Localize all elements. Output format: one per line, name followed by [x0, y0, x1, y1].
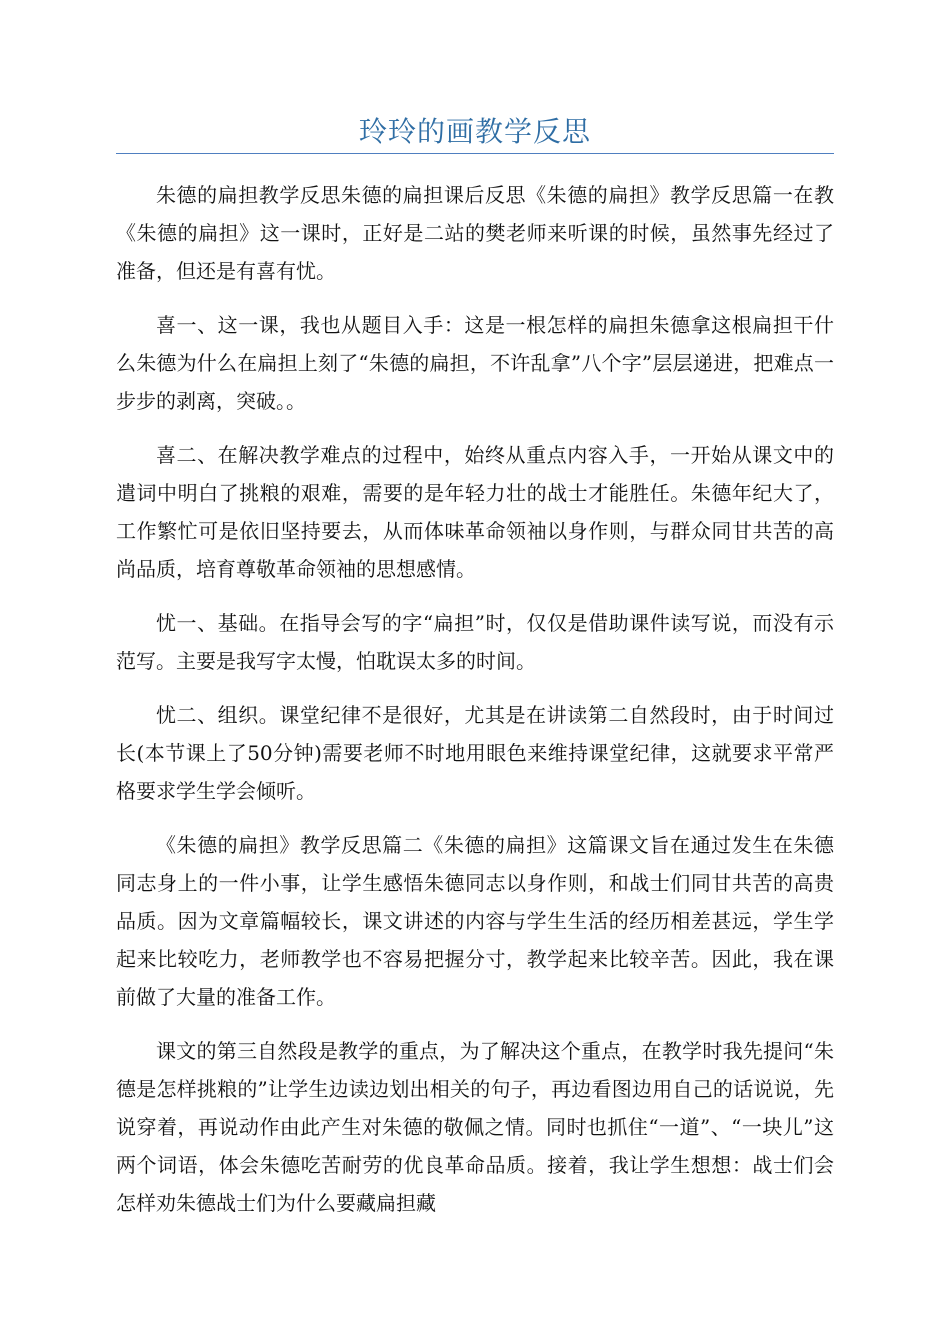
document-body: [116, 176, 834, 1238]
paragraph: 忧一、基础。在指导会写的字“扁担”时，仅仅是借助课件读写说，而没有示范写。主要是我写字太慢，怕耽误太多的时间。: [116, 611, 834, 673]
document-title: 玲玲的画教学反思: [358, 115, 591, 148]
paragraph: 忧二、组织。课堂纪律不是很好，尤其是在讲读第二自然段时，由于时间过长(本节课上了50分钟)需要老师不时地用眼色来维持课堂纪律，这就要求平常严格要求学生学会倾听。: [116, 703, 834, 803]
paragraph: 喜二、在解决教学难点的过程中，始终从重点内容入手，一开始从课文中的遣词中明白了挑粮的艰难，需要的是年轻力壮的战士才能胜任。朱德年纪大了，工作繁忙可是依旧坚持要去，从而体味革命领袖以身作则，与群众同甘共苦的高尚品质，培育尊敬革命领袖的思想感情。: [116, 443, 834, 581]
paragraph: 《朱德的扁担》教学反思篇二《朱德的扁担》这篇课文旨在通过发生在朱德同志身上的一件小事，让学生感悟朱德同志以身作则，和战士们同甘共苦的高贵品质。因为文章篇幅较长，课文讲述的内容与学生生活的经历相差甚远，学生学起来比较吃力，老师教学也不容易把握分寸，教学起来比较辛苦。因此，我在课前做了大量的准备工作。: [116, 833, 834, 1009]
paragraph: 朱德的扁担教学反思朱德的扁担课后反思《朱德的扁担》教学反思篇一在教《朱德的扁担》这一课时，正好是二站的樊老师来听课的时候，虽然事先经过了准备，但还是有喜有忧。: [116, 183, 834, 283]
title-underline: [116, 153, 834, 154]
paragraph: 喜一、这一课，我也从题目入手：这是一根怎样的扁担朱德拿这根扁担干什么朱德为什么在扁担上刻了“朱德的扁担，不许乱拿”八个字”层层递进，把难点一步步的剥离，突破。。: [116, 313, 834, 413]
paragraph: 课文的第三自然段是教学的重点，为了解决这个重点，在教学时我先提问“朱德是怎样挑粮的”让学生边读边划出相关的句子，再边看图边用自己的话说说，先说穿着，再说动作由此产生对朱德的敬佩之情。同时也抓住“一道”、“一块儿”这两个词语，体会朱德吃苦耐劳的优良革命品质。接着，我让学生想想：战士们会怎样劝朱德战士们为什么要藏扁担藏: [116, 1039, 834, 1215]
